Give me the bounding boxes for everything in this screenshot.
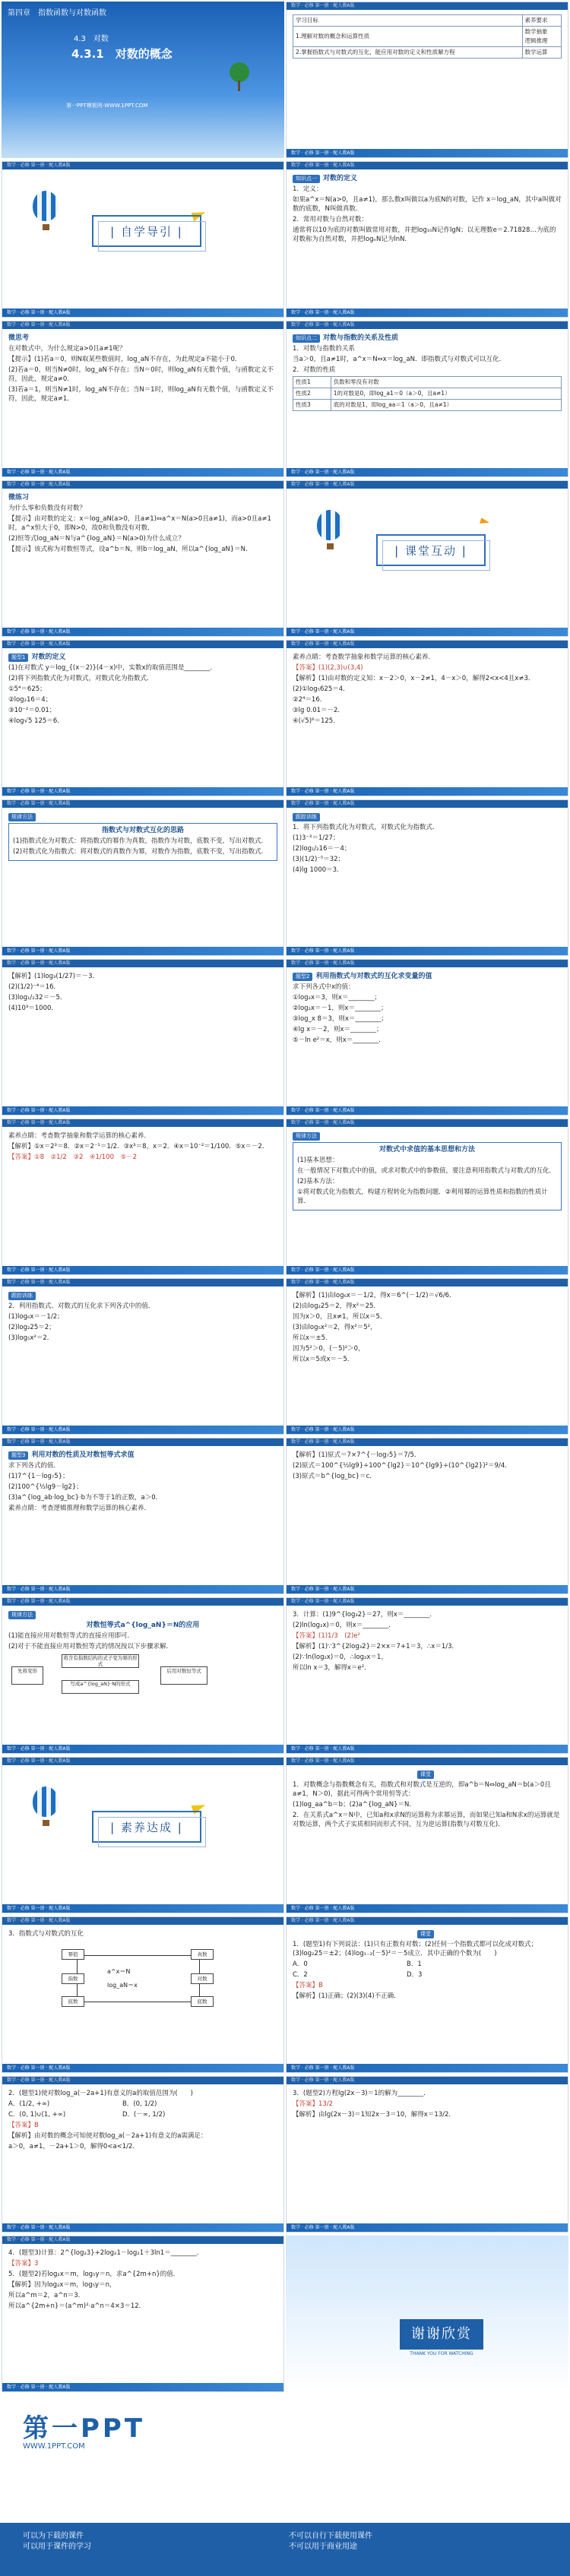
type-tag: 题型3: [8, 1451, 28, 1460]
text-line: (2)对于不能直接应用对数恒等式的情况按以下步骤求解．: [8, 1643, 173, 1650]
slide-footer: 数学 · 必修 第一册 · 配人教A版: [287, 2064, 568, 2072]
slide-literacy[interactable]: [2, 1757, 284, 1913]
text-line: 2．常用对数与自然对数：: [293, 216, 368, 223]
slide-body: [293, 14, 562, 147]
sub-heading: 微思考: [8, 334, 30, 342]
slide-practice[interactable]: [2, 480, 284, 637]
option-a[interactable]: A．(1/2, +∞): [8, 2100, 50, 2108]
slide-header: 数学 · 必修 第一册 · 配人教A版: [287, 1917, 568, 1925]
slide-body: [293, 1451, 562, 1583]
list-item: (2)由log₂25＝2，得x²＝25．: [293, 1302, 380, 1310]
slide-header: 数学 · 必修 第一册 · 配人教A版: [287, 960, 568, 967]
slide-header: 数学 · 必修 第一册 · 配人教A版: [287, 481, 568, 489]
balloon-icon: [317, 510, 343, 540]
slide-footer: 数学 · 必修 第一册 · 配人教A版: [287, 2223, 568, 2232]
text-line: 通常将以10为底的对数叫做常用对数，并把log₁₀N记作lgN；以无理数e＝2.71828…为底的对数称为自然对数，并把logₑN记为lnN．: [293, 226, 556, 243]
slide-header: 数学 · 必修 第一册 · 配人教A版: [287, 800, 568, 808]
slide-footer: 数学 · 必修 第一册 · 配人教A版: [287, 1745, 568, 1753]
diagram-label: 幂值: [62, 1949, 84, 1960]
table-header: 素养要求: [522, 15, 562, 27]
slide-header: 数学 · 必修 第一册 · 配人教A版: [2, 2236, 283, 2244]
flow-box: 后用对数恒等式: [160, 1666, 207, 1685]
slide-footer: 数学 · 必修 第一册 · 配人教A版: [2, 947, 283, 955]
slide-header: 数学 · 必修 第一册 · 配人教A版: [2, 960, 283, 967]
slide-footer: 数学 · 必修 第一册 · 配人教A版: [2, 2064, 283, 2072]
hint-text: 【提示】由对数的定义：x＝log_aN(a>0，且a≠1)⇔a^x＝N(a>0且a≠1)，而a>0且a≠1时，a^x恒大于0，即N>0，故0和负数没有对数．: [8, 515, 271, 532]
slide-footer: 数学 · 必修 第一册 · 配人教A版: [2, 2223, 283, 2232]
slide-body: [8, 334, 277, 466]
slide-body: [8, 1291, 277, 1423]
slide-footer: 数学 · 必修 第一册 · 配人教A版: [2, 1426, 283, 1434]
question-text: (2)将下列指数式化为对数式，对数式化为指数式．: [8, 675, 154, 682]
text-line: (1)指数式化为对数式：将指数式的幂作为真数，指数作为对数，底数不变，写出对数式．: [13, 837, 268, 845]
tree-icon: [230, 62, 249, 82]
slide-training-3[interactable]: [286, 1597, 568, 1754]
diagram-label: 指数: [62, 1973, 84, 1984]
slide-footer: 数学 · 必修 第一册 · 配人教A版: [2, 1106, 283, 1115]
analysis-text: 【解析】(1)log₃(1/27)＝－3．: [8, 973, 100, 980]
list-item: 所以x＝5或x＝－5．: [293, 1356, 354, 1363]
list-item: ③10⁻²＝0.01；: [8, 707, 56, 714]
table-cell: 2.掌握指数式与对数式的互化，能应用对数的定义和性质解方程: [293, 47, 523, 59]
analysis-text: 所以a^{2m+n}＝(a^m)²·a^n＝4×3＝12．: [8, 2302, 146, 2310]
option-c[interactable]: C．(0, 1)∪(1, +∞): [8, 2111, 66, 2119]
slide-quiz-2[interactable]: [2, 2076, 284, 2233]
slide-method-1[interactable]: [2, 799, 284, 956]
copyright-line: 不可以用于商业用途: [289, 2543, 357, 2551]
table-cell: 性质2: [293, 388, 331, 400]
answer-text: 【答案】(1)1/3 (2)e²: [293, 1632, 360, 1640]
slide-type-1-answer[interactable]: [286, 640, 568, 796]
analysis-text: 【解析】(1)由对数的定义知：x－2＞0，x－2≠1，4－x＞0，解得2<x<4且x≠3．: [293, 675, 535, 682]
type-tag: 题型1: [8, 653, 28, 662]
slide-header: 数学 · 必修 第一册 · 配人教A版: [287, 162, 568, 169]
slide-footer: 数学 · 必修 第一册 · 配人教A版: [2, 309, 283, 317]
method-tag: 规律方法: [8, 1611, 36, 1619]
ppt-bottom-bar: [0, 2523, 570, 2576]
option-d[interactable]: D．3: [407, 1971, 423, 1979]
question-text: 求下列各式中x的值：: [293, 983, 355, 991]
question-text: 2．(题型1)使对数log_a(－2a+1)有意义的a的取值范围为( ): [8, 2090, 193, 2097]
slide-footer: 数学 · 必修 第一册 · 配人教A版: [287, 1426, 568, 1434]
text-line: 1．定义：: [293, 185, 323, 193]
table-cell: 底的对数是1，即log_aa＝1（a＞0，且a≠1）: [331, 400, 561, 411]
method-tag: 规律方法: [8, 813, 36, 821]
text-line: ①将对数式化为指数式，构建方程转化为指数问题．②利用幂的运算性质和指数的性质计算．: [297, 1188, 548, 1205]
literacy-note: 素养点睛：考查数学抽象和数学运算的核心素养．: [8, 1132, 151, 1140]
text-line: 3．指数式与对数式的互化: [8, 1930, 84, 1938]
balloon-icon: [33, 191, 59, 221]
slide-header: 数学 · 必修 第一册 · 配人教A版: [287, 1598, 568, 1606]
list-item: ③lg 0.01＝－2．: [293, 707, 344, 714]
question-text: 4．(题型3)计算：2^{log₂3}+2log₂1－log₂1＋3ln1＝________．: [8, 2249, 204, 2257]
slide-header: 数学 · 必修 第一册 · 配人教A版: [2, 481, 283, 489]
list-item: ①log₂x＝3，则x＝________；: [293, 994, 381, 1002]
ppt-banner: [0, 2394, 570, 2576]
table-header: 学习目标: [293, 15, 523, 27]
list-item: ③log_x 8＝3，则x＝________；: [293, 1015, 388, 1023]
analysis-text: 所以a^m＝2，a^n＝3．: [8, 2292, 85, 2299]
slide-body: [8, 1451, 277, 1583]
slide-quiz-3[interactable]: [286, 2076, 568, 2233]
question-text: 1．(题型1)有下列说法：(1)只有正数有对数；(2)任何一个指数式都可以化成对数式；(3)log₂25＝±2；(4)log₁₋₂(－5)²＝－5成立．其中正确的个数为( ): [293, 1941, 538, 1957]
slide-body: [293, 972, 562, 1104]
table-cell: 负数和零没有对数: [331, 377, 561, 388]
slide-header: 数学 · 必修 第一册 · 配人教A版: [2, 1598, 283, 1606]
slide-thanks[interactable]: [286, 2236, 568, 2392]
text-line: (1)log_aa^b＝b；(2)a^{log_aN}＝N．: [293, 1801, 416, 1809]
method-title: 指数式与对数式互化的思路: [101, 827, 184, 834]
slide-footer: 数学 · 必修 第一册 · 配人教A版: [2, 1585, 283, 1593]
slide-header: 数学 · 必修 第一册 · 配人教A版: [287, 321, 568, 329]
slide-footer: 数学 · 必修 第一册 · 配人教A版: [2, 1266, 283, 1274]
slide-footer: 数学 · 必修 第一册 · 配人教A版: [287, 149, 568, 157]
text-line: 1．对数与指数的关系: [293, 345, 355, 353]
analysis-text: (3)原式＝b^{log_bc}＝c．: [293, 1473, 376, 1480]
analysis-text: 【解析】由对数的概念可知使对数log_a(－2a+1)有意义的a需满足：: [8, 2132, 207, 2140]
slide-method-3[interactable]: [2, 1597, 284, 1754]
text-line: (1)基本思想：: [297, 1157, 339, 1164]
list-item: ④lg x＝－2，则x＝________；: [293, 1026, 383, 1033]
hint-text: 【提示】(1)若a＝0，则N取某些数值时，log_aN不存在，为此规定a不能小于0．: [8, 356, 242, 363]
slide-cover[interactable]: [2, 2, 284, 158]
section-banner: | 自学导引 |: [92, 215, 201, 247]
slide-footer: 数学 · 必修 第一册 · 配人教A版: [287, 1266, 568, 1274]
slide-footer: 数学 · 必修 第一册 · 配人教A版: [2, 2383, 283, 2391]
option-c[interactable]: C．2: [293, 1971, 308, 1979]
type-tag: 题型2: [293, 973, 312, 981]
slide-type-2[interactable]: [286, 959, 568, 1116]
section-title: 4.3 对数: [74, 35, 109, 43]
slide-body: [293, 1770, 562, 1902]
slide-footer: 数学 · 必修 第一册 · 配人教A版: [2, 628, 283, 636]
slide-training-2[interactable]: [2, 1278, 284, 1435]
training-tag: 跟踪训练: [293, 813, 320, 821]
analysis-text: 【解析】(1)正确；(2)(3)(4)不正确．: [293, 1992, 401, 2000]
diagram-label: 底数: [62, 1996, 84, 2007]
table-cell: 数学抽象 逻辑推理: [522, 27, 562, 47]
method-tag: 规律方法: [293, 1132, 320, 1141]
slide-knowledge-1[interactable]: [286, 161, 568, 318]
list-item: (4)lg 1000＝3．: [293, 866, 344, 874]
text-line: 2．对数的性质: [293, 366, 336, 374]
thanks-subtitle: THANK YOU FOR WATCHING: [410, 2351, 473, 2356]
question-text: 1．将下列指数式化为对数式，对数式化为指数式．: [293, 824, 439, 831]
list-item: (2)①log₅625＝4．: [293, 685, 350, 693]
slide-footer: 数学 · 必修 第一册 · 配人教A版: [2, 468, 283, 476]
list-item: (3)a^{log_ab·log_bc}·b为不等于1的正数，a＞0．: [8, 1494, 163, 1502]
list-item: ⑤－ln e²＝x，则x＝________．: [293, 1036, 385, 1044]
slide-body: [293, 812, 562, 945]
slide-body: [293, 174, 562, 306]
text-line: (2)对数式化为指数式：将对数式的真数作为幂，对数作为指数，底数不变，写出指数式．: [13, 848, 268, 856]
balloon-icon: [33, 1786, 59, 1817]
text-line: 当a＞0，且a≠1时，a^x＝N⇔x＝log_aN．即指数式与对数式可以互化．: [293, 356, 506, 363]
table-cell: 1的对数是0，即log_a1＝0（a＞0，且a≠1）: [331, 388, 561, 400]
list-item: (3)由log₅x²＝2，得x²＝5²，: [293, 1324, 377, 1331]
point-tag: 知识点一: [293, 175, 320, 183]
option-a[interactable]: A．0: [293, 1960, 308, 1968]
copyright-line: 可以为下载的课件: [23, 2532, 84, 2540]
paper-plane-icon: [480, 517, 490, 526]
answer-text: 【答案】(1)(2,3)∪(3,4): [293, 664, 363, 672]
slide-footer: 数学 · 必修 第一册 · 配人教A版: [2, 1904, 283, 1913]
analysis-text: a＞0，a≠1，－2a+1＞0，解得0<a<1/2．: [8, 2143, 139, 2150]
list-item: (3)log₁/₂32＝－5．: [8, 994, 67, 1002]
properties-table: [293, 376, 562, 411]
slide-header: 数学 · 必修 第一册 · 配人教A版: [287, 641, 568, 648]
slide-body: [8, 653, 277, 785]
option-d[interactable]: D．(－∞, 1/2): [122, 2111, 166, 2119]
analysis-text: (2)∵ln(log₂x)＝0，∴log₂x＝1，: [293, 1654, 388, 1661]
slide-header: 数学 · 必修 第一册 · 配人教A版: [2, 2077, 283, 2084]
slide-header: 数学 · 必修 第一册 · 配人教A版: [2, 800, 283, 808]
list-item: (4)10³＝1000．: [8, 1005, 58, 1012]
slide-body: [293, 1929, 562, 2062]
conversion-diagram: [8, 1940, 277, 2024]
slide-header: 数学 · 必修 第一册 · 配人教A版: [287, 1279, 568, 1286]
ppt-url[interactable]: WWW.1PPT.COM: [23, 2442, 85, 2451]
slide-header: 数学 · 必修 第一册 · 配人教A版: [2, 1119, 283, 1127]
hint-text: (3)若a＝1，则当N≠1时，log_aN不存在；当N＝1时，则log_aN有无数个值，与函数定义不符，因此，规定a≠1．: [8, 386, 274, 403]
list-item: (2)log₁/₂16＝－4；: [293, 845, 351, 853]
slide-body: [8, 1131, 277, 1264]
diagram-label: 对数: [191, 1973, 214, 1984]
question-text: 求下列各式的值．: [8, 1462, 61, 1470]
slide-body: [8, 2248, 277, 2381]
list-item: 所以x＝±5．: [293, 1334, 332, 1342]
slide-type-3-answer[interactable]: [286, 1438, 568, 1594]
list-item: ④(√5)⁶＝125．: [293, 717, 340, 725]
point-title: 对数与指数的关系及性质: [323, 334, 399, 342]
slide-type-1[interactable]: [2, 640, 284, 796]
analysis-text: 【解析】①x＝2³＝8．②x＝2⁻¹＝1/2．③x³＝8，x＝2．④x＝10⁻²＝1/100．⑤x＝－2．: [8, 1143, 269, 1150]
slide-training-1[interactable]: [286, 799, 568, 956]
slide-knowledge-2[interactable]: [286, 321, 568, 477]
answer-text: 【答案】B: [8, 2122, 39, 2129]
objectives-table: [293, 14, 562, 59]
list-item: (1)log₆x＝－1/2；: [8, 1313, 64, 1321]
text-line: 在一般情况下对数式中的值，或求对数式中的参数值，要注意利用指数式与对数式的互化．: [297, 1167, 556, 1175]
training-tag: 跟踪训练: [8, 1292, 36, 1300]
list-item: (2)log₂25＝2；: [8, 1324, 55, 1331]
question-text: 在对数式中，为什么规定a>0且a≠1呢？: [8, 345, 126, 353]
list-item: ②2⁴＝16．: [293, 696, 327, 704]
section-banner: | 素养达成 |: [92, 1811, 201, 1843]
hint-text: 【提示】该式称为对数恒等式，设a^b＝N，则b＝log_aN，所以a^{log_aN}＝N．: [8, 546, 252, 553]
diagram-formula: log_aN＝x: [107, 1982, 138, 1989]
slide-type-2-answer[interactable]: [2, 1119, 284, 1275]
slide-body: [293, 653, 562, 785]
slide-method-2[interactable]: [286, 1119, 568, 1275]
slide-footer: 数学 · 必修 第一册 · 配人教A版: [287, 628, 568, 636]
summary-tag: 课堂: [417, 1771, 434, 1779]
table-cell: 性质3: [293, 400, 331, 411]
type-title: 利用对数的性质及对数恒等式求值: [31, 1451, 135, 1459]
slide-body: [8, 812, 277, 945]
question-text: 2．利用指数式、对数式的互化求下列各式中的值．: [8, 1302, 155, 1310]
list-item: 【解析】(1)由log₆x＝－1/2，得x＝6^(－1/2)＝√6/6．: [293, 1292, 456, 1299]
list-item: 因为5²＞0，(－5)²＞0，: [293, 1345, 365, 1353]
slide-header: 数学 · 必修 第一册 · 配人教A版: [287, 2, 568, 10]
text-line: (1)能直接应用对数恒等式的直接应用即可．: [8, 1632, 135, 1640]
slide-footer: 数学 · 必修 第一册 · 配人教A版: [287, 787, 568, 796]
slide-body: [8, 972, 277, 1104]
type-title: 对数的定义: [31, 653, 66, 661]
slide-header: 数学 · 必修 第一册 · 配人教A版: [2, 321, 283, 329]
chapter-title: 第四章 指数函数与对数函数: [8, 9, 106, 17]
flow-diagram: [8, 1653, 277, 1698]
conversion-frame: [77, 1955, 200, 2002]
slide-header: 数学 · 必修 第一册 · 配人教A版: [2, 1279, 283, 1286]
list-item: (1)3⁻³＝1/27；: [293, 834, 340, 842]
site-label: 第一PPT模板网-WWW.1PPT.COM: [66, 103, 148, 109]
answer-text: 【答案】13/2: [293, 2100, 334, 2108]
section-banner: | 课堂互动 |: [376, 534, 486, 566]
slide-training-2-answer[interactable]: [286, 1278, 568, 1435]
table-cell: 数学运算: [522, 47, 562, 59]
slide-quiz-4[interactable]: [2, 2236, 284, 2392]
answer-text: 【答案】3: [8, 2260, 39, 2267]
slide-objectives[interactable]: [286, 2, 568, 158]
question-text: (2)恒等式log_aN＝N与a^{log_aN}＝N(a>0)为什么成立？: [8, 535, 185, 543]
slide-header: 数学 · 必修 第一册 · 配人教A版: [287, 1758, 568, 1765]
slide-training-1-answer[interactable]: [2, 959, 284, 1116]
list-item: (3)log₅x²＝2．: [8, 1334, 54, 1342]
point-tag: 知识点二: [293, 334, 320, 343]
slide-header: 数学 · 必修 第一册 · 配人教A版: [287, 1119, 568, 1127]
hint-text: (2)若a＝0，则当N≠0时，log_aN不存在；当N＝0时，则log_aN有无数个值，与函数定义不符，因此，规定a≠0．: [8, 366, 274, 383]
slide-body: [293, 2089, 562, 2221]
slide-body: [8, 1929, 277, 2062]
slide-footer: 数学 · 必修 第一册 · 配人教A版: [2, 787, 283, 796]
slide-footer: 数学 · 必修 第一册 · 配人教A版: [287, 1904, 568, 1913]
slide-body: [8, 493, 277, 625]
slide-think[interactable]: [2, 321, 284, 477]
table-cell: 性质1: [293, 377, 331, 388]
flow-box: 先将变形: [11, 1666, 43, 1685]
slide-body: [293, 1131, 562, 1264]
slide-header: 数学 · 必修 第一册 · 配人教A版: [2, 641, 283, 648]
question-text: (1)在对数式 y＝log_{(x－2)}(4－x)中，实数x的取值范围是________．: [8, 664, 217, 672]
slide-body: [8, 2089, 277, 2221]
thanks-title: 谢谢欣赏: [400, 2319, 483, 2350]
copyright-line: 不可以自行下载使用课件: [289, 2532, 372, 2540]
question-text: 3．(题型2)方程lg(2x－3)＝1的解为________．: [293, 2090, 430, 2097]
tree-trunk: [238, 81, 240, 91]
list-item: (1)7^{1－log₇5}；: [8, 1473, 69, 1480]
slide-header: 数学 · 必修 第一册 · 配人教A版: [2, 1917, 283, 1925]
slide-footer: 数学 · 必修 第一册 · 配人教A版: [287, 309, 568, 317]
list-item: (3)(1/2)⁻⁵＝32；: [293, 856, 345, 863]
list-item: ②log₂16＝4；: [8, 696, 52, 704]
diagram-label: 底数: [191, 1996, 214, 2007]
slide-body: [8, 1610, 277, 1742]
slide-self-study[interactable]: [2, 161, 284, 318]
text-line: 如果a^x＝N(a>0，且a≠1)，那么数x叫做以a为底N的对数，记作 x＝log_aN，其中a叫做对数的底数，N叫做真数．: [293, 196, 562, 213]
list-item: ④log√5 125＝6．: [8, 717, 64, 725]
slide-interaction[interactable]: [286, 480, 568, 637]
sub-heading: 微练习: [8, 494, 30, 502]
analysis-text: 【解析】(1)原式＝7×7^{－log₇5}＝7/5．: [293, 1451, 421, 1459]
answer-text: 【答案】B: [293, 1982, 323, 1989]
literacy-note: 素养点睛：考查逻辑推理和数学运算的核心素养．: [8, 1505, 151, 1512]
text-line: (2)基本方法：: [297, 1178, 339, 1185]
slide-quiz-1[interactable]: [286, 1916, 568, 2073]
point-title: 对数的定义: [323, 175, 358, 182]
method-title: 对数恒等式a^{log_aN}＝N的应用: [86, 1622, 200, 1629]
diagram-label: 真数: [191, 1949, 214, 1960]
flow-box: 将含有指数结构的式子变为幂的形式: [62, 1654, 139, 1668]
slide-footer: 数学 · 必修 第一册 · 配人教A版: [287, 468, 568, 476]
list-item: ②log₂x＝－1，则x＝________；: [293, 1005, 388, 1012]
analysis-text: (2)原式＝100^{½lg9}÷100^{lg2}＝10^{lg9}÷(10^{lg2})²＝9/4．: [293, 1462, 511, 1470]
analysis-text: 【解析】(1)∵3^{2log₃2}＝2×x＝7+1＝3，∴x＝1/3．: [293, 1643, 459, 1650]
slide-type-3[interactable]: [2, 1438, 284, 1594]
question-text: 为什么零和负数没有对数？: [8, 505, 87, 512]
answer-text: 【答案】①8 ②1/2 ③2 ④1/100 ⑤－2: [8, 1154, 138, 1161]
copyright-line: 可以用于课件的学习: [23, 2543, 91, 2551]
question-text: 3．计算：(1)9^{log₃2}＝27，则x＝________．: [293, 1611, 436, 1619]
diagram-formula: a^x＝N: [107, 1968, 131, 1975]
method-box: [293, 1142, 562, 1210]
slide-body: [293, 334, 562, 466]
slide-footer: 数学 · 必修 第一册 · 配人教A版: [287, 947, 568, 955]
literacy-note: 素养点睛：考查数学抽象和数学运算的核心素养．: [293, 653, 435, 661]
slide-header: 数学 · 必修 第一册 · 配人教A版: [2, 1758, 283, 1765]
list-item: (2)100^{½lg9－lg2}；: [8, 1483, 83, 1491]
text-line: 1．对数概念与指数概念有关，指数式和对数式是互逆的，即a^b＝N⇔log_aN＝b(a＞0且a≠1，N＞0)，据此可得两个常用恒等式：: [293, 1781, 551, 1798]
quiz-tag: 课堂: [417, 1930, 434, 1938]
list-item: ①5⁴＝625；: [8, 685, 46, 693]
ppt-logo: 第一PPT: [23, 2413, 146, 2444]
slide-header: 数学 · 必修 第一册 · 配人教A版: [2, 162, 283, 169]
slide-conversion[interactable]: [2, 1916, 284, 2073]
type-title: 利用指数式与对数式的互化求变量的值: [315, 973, 432, 980]
slide-header: 数学 · 必修 第一册 · 配人教A版: [2, 1438, 283, 1446]
analysis-text: 所以ln x＝3，解得x＝e²．: [293, 1664, 371, 1672]
method-title: 对数式中求值的基本思想和方法: [378, 1146, 475, 1154]
analysis-text: 【解析】由lg(2x－3)＝1知2x－3＝10，解得x＝13/2．: [293, 2111, 455, 2119]
slide-footer: 数学 · 必修 第一册 · 配人教A版: [287, 1106, 568, 1115]
list-item: 因为x＞0，且x≠1，所以x＝5．: [293, 1313, 387, 1321]
slide-summary[interactable]: [286, 1757, 568, 1913]
question-text: 5．(题型2)若log₂x＝m，log₅y＝n，求a^{2m+n}的值．: [8, 2271, 180, 2278]
analysis-text: 【解析】因为log₂x＝m，log₅y＝n，: [8, 2281, 116, 2289]
table-cell: 1.理解对数的概念和运算性质: [293, 27, 523, 47]
lesson-title: 4.3.1 对数的概念: [71, 47, 173, 61]
method-box: [8, 823, 277, 861]
slide-header: 数学 · 必修 第一册 · 配人教A版: [287, 1438, 568, 1446]
list-item: (2)(1/2)⁻⁴＝16．: [8, 983, 61, 991]
text-line: 2．在关系式a^x＝N中，已知a和x求N的运算称为求幂运算，而如果已知a和N求x的运算就是对数运算，两个式子实质相同而形式不同，互为逆运算(指数与对数互化)．: [293, 1812, 560, 1828]
flow-box: 写成a^{log_aN}·N的形式: [62, 1680, 139, 1694]
slide-footer: 数学 · 必修 第一册 · 配人教A版: [2, 1745, 283, 1753]
slide-body: [293, 1291, 562, 1423]
slide-footer: 数学 · 必修 第一册 · 配人教A版: [287, 1585, 568, 1593]
slide-header: 数学 · 必修 第一册 · 配人教A版: [287, 2077, 568, 2084]
option-b[interactable]: B．1: [407, 1960, 422, 1968]
question-text: (2)ln(log₂x)＝0，则x＝________．: [293, 1622, 395, 1629]
option-b[interactable]: B．(0, 1/2): [122, 2100, 157, 2108]
slide-body: [293, 1610, 562, 1742]
